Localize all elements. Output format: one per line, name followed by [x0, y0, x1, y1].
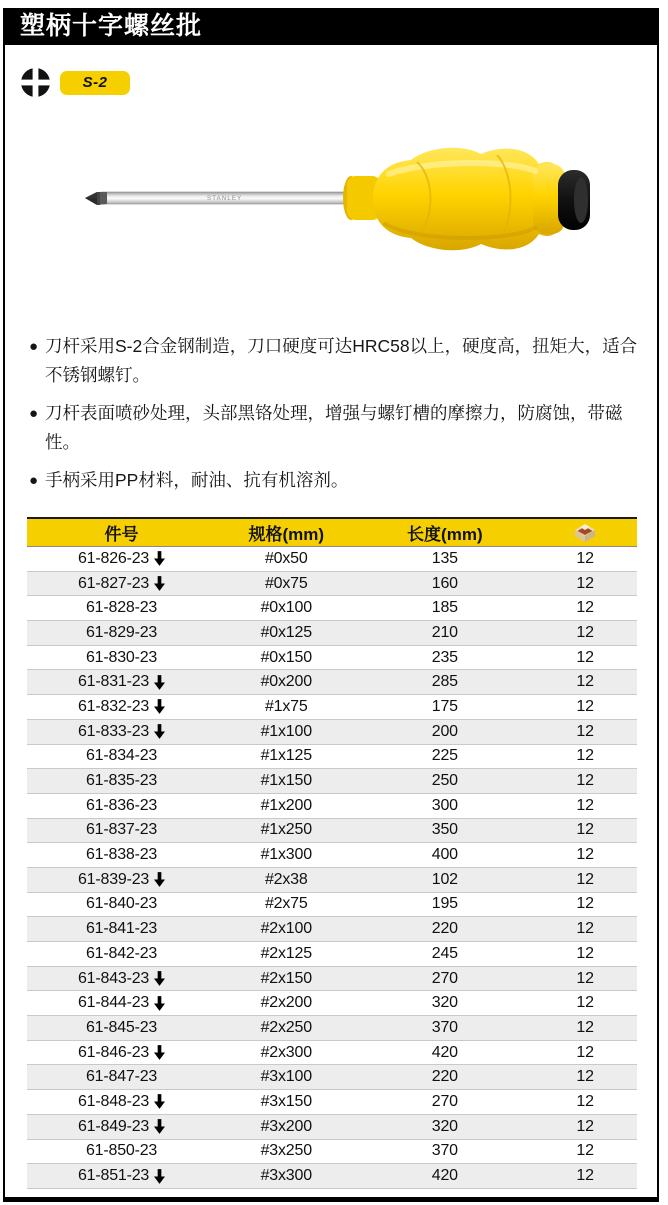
cell-part-number — [27, 624, 216, 642]
cell-part-number — [27, 920, 216, 938]
cell-pack-qty: 12 — [576, 1092, 594, 1110]
cell-part-number — [27, 1068, 216, 1086]
cell-spec: #1x125 — [260, 747, 312, 765]
feature-text: 刀杆采用S-2合金钢制造，刀口硬度可达HRC58以上，硬度高，扭矩大，适合不锈钢螺钉。 — [45, 336, 638, 385]
cell-spec: #1x100 — [260, 722, 312, 740]
cell-pack-qty: 12 — [576, 796, 594, 814]
cell-part-number — [27, 550, 216, 568]
cell-part-number — [27, 723, 216, 741]
part-number: 61-830-23 — [85, 648, 158, 666]
cell-part-number — [27, 945, 216, 963]
part-number: 61-838-23 — [85, 846, 158, 864]
cell-spec: #2x250 — [260, 1018, 312, 1036]
bullet-dot: ● — [29, 472, 39, 489]
cell-spec: #2x300 — [260, 1043, 312, 1061]
spec-table-body — [27, 547, 637, 1189]
cell-length: 400 — [431, 846, 458, 864]
feature-text: 刀杆表面喷砂处理，头部黑铬处理，增强与螺钉槽的摩擦力，防腐蚀，带磁性。 — [45, 403, 623, 452]
cell-spec: #3x300 — [260, 1167, 312, 1185]
cell-spec: #1x150 — [260, 772, 312, 790]
page-title: 塑柄十字螺丝批 — [3, 8, 659, 45]
cell-spec: #2x150 — [260, 969, 312, 987]
down-arrow-icon — [154, 872, 165, 887]
cell-length: 245 — [431, 944, 458, 962]
cell-spec: #3x200 — [260, 1117, 312, 1135]
table-row — [27, 893, 637, 918]
product-photo — [5, 132, 657, 332]
cell-pack-qty: 12 — [576, 574, 594, 592]
cell-part-number — [27, 871, 216, 889]
table-row — [27, 843, 637, 868]
cell-spec: #3x150 — [260, 1092, 312, 1110]
cell-spec: #1x300 — [260, 846, 312, 864]
shaft-brand-text: STANLEY — [207, 196, 243, 202]
cell-pack-qty: 12 — [576, 772, 594, 790]
cell-pack-qty: 12 — [576, 895, 594, 913]
cell-part-number — [27, 599, 216, 617]
cell-pack-qty: 12 — [576, 648, 594, 666]
table-row — [27, 868, 637, 893]
table-row — [27, 991, 637, 1016]
part-number: 61-827-23 — [77, 574, 150, 592]
down-arrow-icon — [154, 1094, 165, 1109]
screwdriver-image — [77, 132, 592, 292]
cell-part-number — [27, 821, 216, 839]
table-row — [27, 794, 637, 819]
cell-part-number — [27, 970, 216, 988]
cell-length: 185 — [431, 599, 458, 617]
cell-part-number — [27, 649, 216, 667]
handle — [343, 148, 565, 251]
cell-spec: #2x75 — [264, 895, 308, 913]
part-number: 61-839-23 — [77, 870, 150, 888]
part-number: 61-850-23 — [85, 1142, 158, 1160]
cell-length: 135 — [431, 549, 458, 567]
part-number: 61-835-23 — [85, 772, 158, 790]
cell-length: 270 — [431, 1092, 458, 1110]
cell-length: 102 — [431, 870, 458, 888]
cell-part-number — [27, 1167, 216, 1185]
down-arrow-icon — [154, 724, 165, 739]
part-number: 61-834-23 — [85, 747, 158, 765]
cell-length: 350 — [431, 821, 458, 839]
feature-text: 手柄采用PP材料，耐油、抗有机溶剂。 — [45, 470, 349, 490]
cell-part-number — [27, 994, 216, 1012]
cell-spec: #0x125 — [260, 623, 312, 641]
spec-table — [27, 517, 637, 1189]
cell-spec: #0x100 — [260, 599, 312, 617]
part-number: 61-836-23 — [85, 796, 158, 814]
cell-length: 370 — [431, 1018, 458, 1036]
table-header-row — [27, 517, 637, 547]
cell-pack-qty: 12 — [576, 1117, 594, 1135]
cell-pack-qty: 12 — [576, 747, 594, 765]
table-row — [27, 1164, 637, 1189]
feature-item — [29, 332, 639, 390]
table-row — [27, 547, 637, 572]
cell-spec: #0x75 — [264, 574, 308, 592]
part-number: 61-843-23 — [77, 969, 150, 987]
table-row — [27, 596, 637, 621]
cell-spec: #3x100 — [260, 1068, 312, 1086]
cell-part-number — [27, 797, 216, 815]
cell-length: 235 — [431, 648, 458, 666]
table-row — [27, 745, 637, 770]
cell-spec: #1x200 — [260, 796, 312, 814]
cell-part-number — [27, 1019, 216, 1037]
cell-length: 270 — [431, 969, 458, 987]
part-number: 61-842-23 — [85, 944, 158, 962]
table-row — [27, 1065, 637, 1090]
part-number: 61-832-23 — [77, 697, 150, 715]
table-row — [27, 967, 637, 992]
header-pack — [533, 522, 637, 543]
cell-part-number — [27, 673, 216, 691]
down-arrow-icon — [154, 551, 165, 566]
bullet-dot: ● — [29, 338, 39, 355]
table-row — [27, 1115, 637, 1140]
cell-spec: #2x200 — [260, 994, 312, 1012]
cell-pack-qty: 12 — [576, 821, 594, 839]
cell-spec: #1x75 — [264, 697, 308, 715]
part-number: 61-849-23 — [77, 1117, 150, 1135]
table-row — [27, 942, 637, 967]
part-number: 61-833-23 — [77, 722, 150, 740]
cell-length: 320 — [431, 994, 458, 1012]
table-row — [27, 670, 637, 695]
part-number: 61-828-23 — [85, 599, 158, 617]
table-row — [27, 1140, 637, 1165]
table-row — [27, 720, 637, 745]
table-row — [27, 695, 637, 720]
steel-grade-badge: S-2 — [60, 71, 130, 95]
cell-part-number — [27, 575, 216, 593]
down-arrow-icon — [154, 1169, 165, 1184]
cell-pack-qty: 12 — [576, 846, 594, 864]
content-area — [3, 45, 659, 1202]
cell-pack-qty: 12 — [576, 870, 594, 888]
cell-pack-qty: 12 — [576, 920, 594, 938]
cell-length: 200 — [431, 722, 458, 740]
cell-pack-qty: 12 — [576, 673, 594, 691]
cell-spec: #3x250 — [260, 1142, 312, 1160]
phillips-cross-icon — [20, 67, 51, 98]
cell-length: 220 — [431, 1068, 458, 1086]
cell-length: 195 — [431, 895, 458, 913]
cell-pack-qty: 12 — [576, 994, 594, 1012]
down-arrow-icon — [154, 971, 165, 986]
cell-length: 160 — [431, 574, 458, 592]
header-spec: 规格(mm) — [248, 525, 325, 544]
cell-spec: #2x100 — [260, 920, 312, 938]
cell-pack-qty: 12 — [576, 599, 594, 617]
cell-part-number — [27, 895, 216, 913]
table-row — [27, 646, 637, 671]
cell-pack-qty: 12 — [576, 697, 594, 715]
cell-part-number — [27, 772, 216, 790]
cell-part-number — [27, 846, 216, 864]
table-row — [27, 572, 637, 597]
handle-end-cap — [558, 170, 590, 230]
cell-pack-qty: 12 — [576, 1068, 594, 1086]
table-row — [27, 769, 637, 794]
part-number: 61-841-23 — [85, 920, 158, 938]
cell-length: 225 — [431, 747, 458, 765]
cell-length: 210 — [431, 623, 458, 641]
down-arrow-icon — [154, 699, 165, 714]
table-row — [27, 1041, 637, 1066]
cell-pack-qty: 12 — [576, 1043, 594, 1061]
cell-pack-qty: 12 — [576, 944, 594, 962]
down-arrow-icon — [154, 996, 165, 1011]
cell-pack-qty: 12 — [576, 969, 594, 987]
part-number: 61-829-23 — [85, 623, 158, 641]
cell-length: 175 — [431, 697, 458, 715]
table-row — [27, 1016, 637, 1041]
cell-spec: #1x250 — [260, 821, 312, 839]
table-row — [27, 819, 637, 844]
part-number: 61-851-23 — [77, 1167, 150, 1185]
badge-row — [20, 67, 657, 98]
phillips-tip — [85, 192, 107, 205]
down-arrow-icon — [154, 576, 165, 591]
table-row — [27, 917, 637, 942]
cell-pack-qty: 12 — [576, 1142, 594, 1160]
cell-part-number — [27, 698, 216, 716]
part-number: 61-831-23 — [77, 673, 150, 691]
header-length: 长度(mm) — [407, 525, 483, 544]
down-arrow-icon — [154, 675, 165, 690]
carton-box-icon — [573, 523, 597, 543]
feature-item — [29, 466, 639, 495]
part-number: 61-826-23 — [77, 549, 150, 567]
cell-part-number — [27, 747, 216, 765]
cell-pack-qty: 12 — [576, 549, 594, 567]
cell-pack-qty: 12 — [576, 722, 594, 740]
cell-part-number — [27, 1044, 216, 1062]
header-part-number: 件号 — [104, 525, 139, 544]
cell-part-number — [27, 1118, 216, 1136]
cell-pack-qty: 12 — [576, 1018, 594, 1036]
cell-length: 420 — [431, 1167, 458, 1185]
bullet-dot: ● — [29, 405, 39, 422]
cell-length: 420 — [431, 1043, 458, 1061]
cell-part-number — [27, 1093, 216, 1111]
cell-spec: #2x125 — [260, 944, 312, 962]
cell-length: 220 — [431, 920, 458, 938]
cell-part-number — [27, 1142, 216, 1160]
cell-spec: #0x150 — [260, 648, 312, 666]
cell-spec: #0x50 — [264, 549, 308, 567]
cell-length: 320 — [431, 1117, 458, 1135]
down-arrow-icon — [154, 1119, 165, 1134]
part-number: 61-840-23 — [85, 895, 158, 913]
cell-pack-qty: 12 — [576, 623, 594, 641]
feature-list — [29, 332, 639, 495]
table-row — [27, 621, 637, 646]
cell-length: 300 — [431, 796, 458, 814]
part-number: 61-847-23 — [85, 1068, 158, 1086]
part-number: 61-848-23 — [77, 1092, 150, 1110]
part-number: 61-846-23 — [77, 1043, 150, 1061]
cell-length: 285 — [431, 673, 458, 691]
cell-spec: #0x200 — [260, 673, 312, 691]
down-arrow-icon — [154, 1045, 165, 1060]
table-row — [27, 1090, 637, 1115]
cell-length: 250 — [431, 772, 458, 790]
cell-pack-qty: 12 — [576, 1167, 594, 1185]
part-number: 61-845-23 — [85, 1018, 158, 1036]
cell-spec: #2x38 — [264, 870, 308, 888]
feature-item — [29, 399, 639, 457]
cell-length: 370 — [431, 1142, 458, 1160]
part-number: 61-844-23 — [77, 994, 150, 1012]
part-number: 61-837-23 — [85, 821, 158, 839]
